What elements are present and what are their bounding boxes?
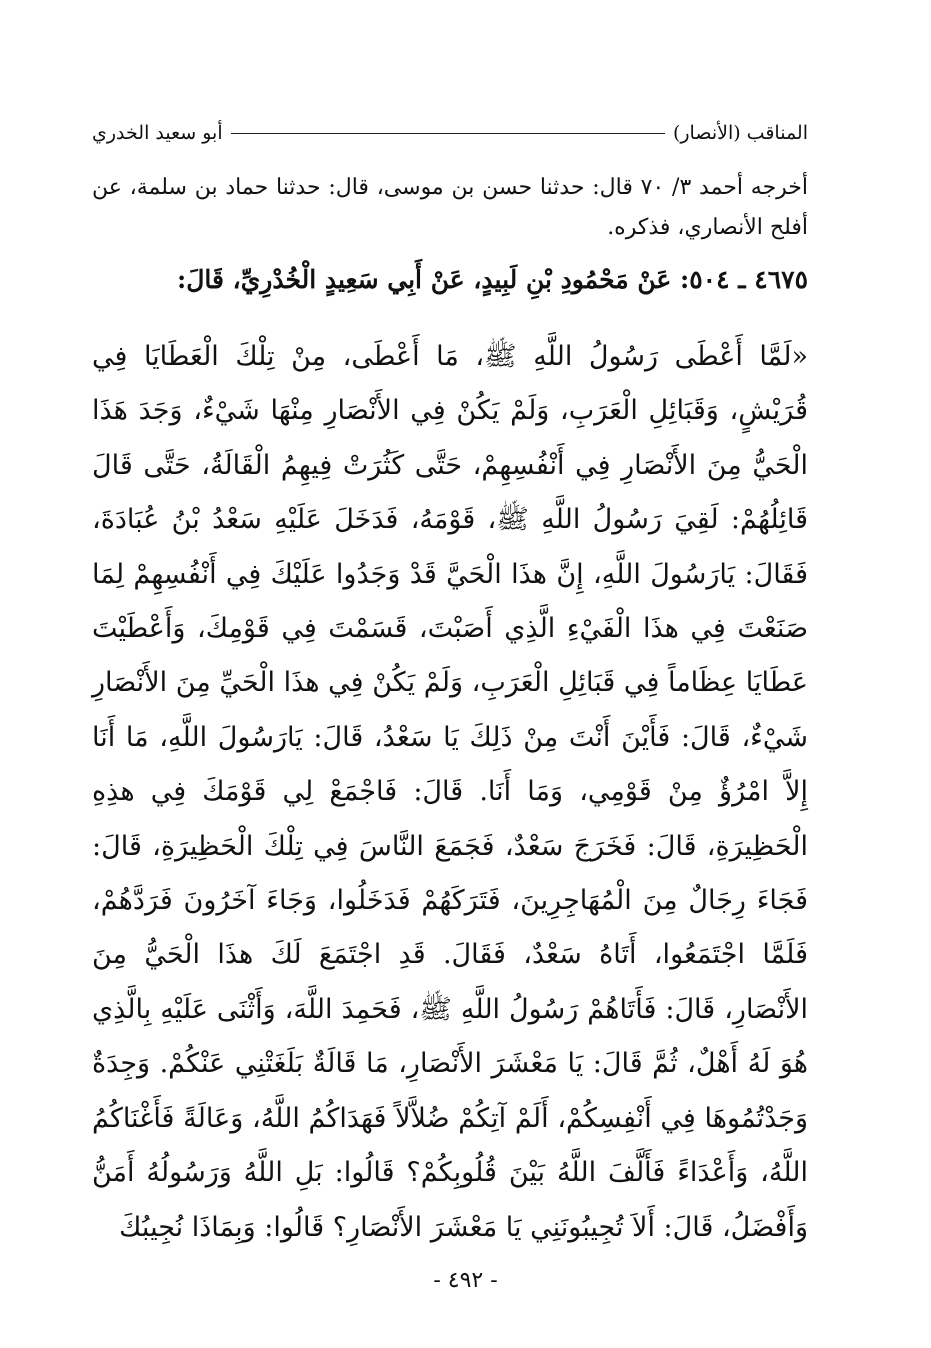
page-number: - ٤٩٢ - [433, 1268, 498, 1293]
takhrij-paragraph: أخرجه أحمد ٣/ ٧٠ قال: حدثنا حسن بن موسى، قال: حدثنا حماد بن سلمة، عن أفلح الأنصاري، فذكره. [92, 175, 809, 240]
hadith-heading: ٤٦٧٥ ـ ٥٠٤: عَنْ مَحْمُودِ بْنِ لَبِيدٍ، عَنْ أَبِي سَعِيدٍ الْخُدْرِيِّ، قَالَ: [176, 265, 808, 294]
header-rule [231, 133, 665, 134]
running-header [92, 118, 808, 148]
header-author-section: أبو سعيد الخدري [92, 122, 223, 144]
hadith-text: «لَمَّا أَعْطَى رَسُولُ اللَّهِ ﷺ، مَا أَعْطَى، مِنْ تِلْكَ الْعَطَايَا فِي قُرَيْشٍ، وَقَبَائِلِ الْعَرَبِ، وَلَمْ يَكُنْ فِي الأَنْصَارِ مِنْهَا شَيْءٌ، وَجَدَ هَذَا الْحَيُّ مِنَ الأَنْصَارِ فِي أَنْفُسِهِمْ، حَتَّى كَثُرَتْ فِيهِمُ الْقَالَةُ، حَتَّى قَالَ قَائِلُهُمْ: لَقِيَ رَسُولُ اللَّهِ ﷺ، قَوْمَهُ، فَدَخَلَ عَلَيْهِ سَعْدُ بْنُ عُبَادَةَ، فَقَالَ: يَارَسُولَ اللَّهِ، إِنَّ هذَا الْحَيَّ قَدْ وَجَدُوا عَلَيْكَ فِي أَنْفُسِهِمْ لِمَا صَنَعْتَ فِي هذَا الْفَيْءِ الَّذِي أَصَبْتَ، قَسَمْتَ فِي قَوْمِكَ، وَأَعْطَيْتَ عَطَايَا عِظَاماً فِي قَبَائِلِ الْعَرَبِ، وَلَمْ يَكُنْ فِي هذَا الْحَيِّ مِنَ الأَنْصَارِ شَيْءٌ، قَالَ: فَأَيْنَ أَنْتَ مِنْ ذَلِكَ يَا سَعْدُ، قَالَ: يَارَسُولَ اللَّهِ، مَا أَنَا إِلاَّ امْرُؤٌ مِنْ قَوْمِي، وَمَا أَنَا. قَالَ: فَاجْمَعْ لِي قَوْمَكَ فِي هذِهِ الْحَظِيرَةِ، قَالَ: فَخَرَجَ سَعْدٌ، فَجَمَعَ النَّاسَ فِي تِلْكَ الْحَظِيرَةِ، قَالَ: فَجَاءَ رِجَالٌ مِنَ الْمُهَاجِرِينَ، فَتَرَكَهُمْ فَدَخَلُوا، وَجَاءَ آخَرُونَ فَرَدَّهُمْ، فَلَمَّا اجْتَمَعُوا، أَتَاهُ سَعْدٌ، فَقَالَ. قَدِ اجْتَمَعَ لَكَ هذَا الْحَيُّ مِنَ الأَنْصَارِ، قَالَ: فَأَتَاهُمْ رَسُولُ اللَّهِ ﷺ، فَحَمِدَ اللَّهَ، وَأَثْنَى عَلَيْهِ بِالَّذِي هُوَ لَهُ أَهْلٌ، ثُمَّ قَالَ: يَا مَعْشَرَ الأَنْصَارِ، مَا قَالَةٌ بَلَغَتْنِي عَنْكُمْ. وَجِدَةٌ وَجَدْتُمُوهَا فِي أَنْفِسِكُمْ، أَلَمْ آتِكُمْ ضُلاَّلاً فَهَدَاكُمُ اللَّهُ، وَعَالَةً فَأَغْنَاكُمُ اللَّهُ، وَأَعْدَاءً فَأَلَّفَ اللَّهُ بَيْنَ قُلُوبِكُمْ؟ قَالُوا: بَلِ اللَّهُ وَرَسُولُهُ أَمَنُّ وَأَفْضَلُ، قَالَ: أَلاَ تُجِيبُونَنِي يَا مَعْشَرَ الأَنْصَارِ؟ قَالُوا: وَبِمَاذَا نُجِيبُكَ [92, 341, 808, 1243]
header-book-section: المناقب (الأنصار) [672, 122, 808, 144]
